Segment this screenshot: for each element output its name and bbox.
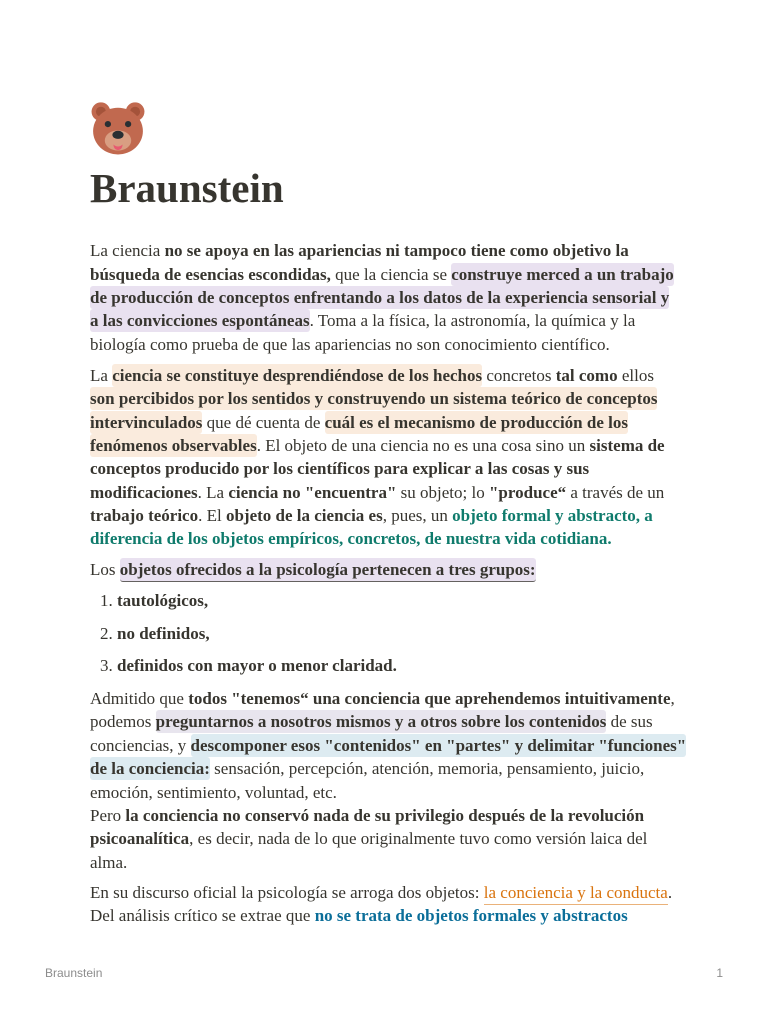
text-line [90, 411, 730, 434]
text-line [90, 457, 730, 480]
plain-text: Los [90, 560, 120, 580]
text-line [90, 263, 730, 286]
orange-underlined-text: la conciencia y la conducta [484, 883, 668, 905]
teal-text: diferencia de los objetos empíricos, concretos, de nuestra vida cotidiana. [90, 529, 612, 549]
plain-text: conciencias, y [90, 735, 191, 755]
footer-document-title: Braunstein [45, 966, 103, 980]
plain-text: ellos [617, 365, 654, 385]
list-item-text: no definidos, [117, 623, 210, 643]
paragraph-objetos-psicologia [90, 558, 730, 581]
text-line [90, 710, 730, 733]
orange-highlight-text: ciencia se constituye desprendiéndose de los hechos [112, 365, 483, 385]
text-line [90, 904, 730, 927]
purple-highlight-text: construye merced a un trabajo [451, 264, 674, 284]
text-line [90, 434, 730, 457]
plain-text: , [670, 689, 675, 709]
text-line [90, 804, 730, 827]
page-number: 1 [716, 966, 723, 980]
plain-text: . La [197, 482, 229, 502]
paragraph-conciencia [90, 687, 730, 874]
plain-text: , es decir, nada de lo que originalmente tuvo como versión laica del [189, 829, 648, 849]
orange-highlight-text: intervinculados [90, 412, 203, 432]
teal-text: objeto formal y abstracto, a [452, 506, 653, 526]
text-line [90, 558, 730, 581]
bold-text: modificaciones [90, 482, 198, 502]
plain-text: La [90, 365, 113, 385]
text-line [90, 333, 730, 356]
plain-text: sensación, percepción, atención, memoria, pensamiento, juicio, [209, 759, 645, 779]
bold-text: conceptos producido por los científicos para explicar a las cosas y sus [90, 459, 590, 479]
paragraph-discurso-oficial [90, 881, 730, 928]
text-line [90, 286, 730, 309]
list-item-text: definidos con mayor o menor claridad. [117, 655, 397, 675]
plain-text: su objeto; lo [396, 482, 489, 502]
bold-text: objeto de la ciencia es [225, 506, 383, 526]
text-line [90, 387, 730, 410]
gray-highlight-text: preguntarnos a nosotros mismos y a otros sobre los contenidos [155, 712, 607, 732]
plain-text: alma. [90, 852, 128, 872]
page-content [90, 100, 730, 928]
purple-highlight-underlined-text: objetos ofrecidos a la psicología pertenecen a tres grupos: [120, 558, 536, 582]
plain-text: emoción, sentimiento, voluntad, etc. [90, 782, 337, 802]
orange-highlight-text: fenómenos observables [90, 435, 257, 455]
plain-text: . Toma a la física, la astronomía, la química y la [309, 311, 636, 331]
text-line [90, 687, 730, 710]
plain-text: En su discurso oficial la psicología se arroga dos objetos: [90, 882, 484, 902]
plain-text: La ciencia [90, 241, 165, 261]
list-item [90, 617, 730, 649]
plain-text: de sus [606, 712, 653, 732]
bold-text: "produce“ [488, 482, 567, 502]
bold-text: ciencia no "encuentra" [228, 482, 397, 502]
plain-text: Del análisis crítico se extrae que [90, 906, 315, 926]
plain-text: podemos [90, 712, 156, 732]
text-line [90, 309, 730, 332]
plain-text: a través de un [566, 482, 665, 502]
bold-text: no se apoya en las apariencias ni tampoco tiene como objetivo la [164, 241, 629, 261]
orange-highlight-text: son percibidos por los sentidos y construyendo un sistema teórico de conceptos [90, 389, 658, 409]
list-number: 2. [100, 623, 113, 643]
list-number: 3. [100, 655, 113, 675]
plain-text: que la ciencia se [330, 264, 452, 284]
text-line [90, 734, 730, 757]
orange-highlight-text: cuál es el mecanismo de producción de los [324, 412, 628, 432]
plain-text: que dé cuenta de [202, 412, 325, 432]
bear-icon [90, 100, 146, 156]
list-number: 1. [100, 591, 113, 611]
bold-text: sistema de [589, 435, 665, 455]
plain-text: . El objeto de una ciencia no es una cosa sino un [256, 435, 590, 455]
text-line [90, 527, 730, 550]
text-line [90, 504, 730, 527]
page-title: Braunstein [90, 165, 284, 211]
plain-text: Admitido que [90, 689, 189, 709]
purple-highlight-text: a las convicciones espontáneas [90, 311, 310, 331]
plain-text: Pero [90, 805, 126, 825]
bold-text: todos "tenemos“ una conciencia que aprehendemos intuitivamente [188, 689, 671, 709]
bold-text: psicoanalítica [90, 829, 190, 849]
text-line [90, 757, 730, 780]
text-line [90, 851, 730, 874]
bold-text: la conciencia no conservó nada de su privilegio después de la revolución [125, 805, 645, 825]
page-footer [45, 966, 723, 980]
bold-text: búsqueda de esencias escondidas, [90, 264, 331, 284]
text-line [90, 881, 730, 904]
list-item [90, 649, 730, 681]
plain-text: , pues, un [382, 506, 453, 526]
list-item [90, 585, 730, 617]
text-line [90, 827, 730, 850]
paragraph-ciencia-apariencias [90, 239, 730, 356]
paragraph-ciencia-hechos [90, 364, 730, 551]
bold-text: tal como [555, 365, 618, 385]
list-item-text: tautológicos, [117, 591, 209, 611]
plain-text: concretos [482, 365, 556, 385]
text-line [90, 781, 730, 804]
blue-bold-text: no se trata de objetos formales y abstractos [314, 906, 628, 926]
text-line [90, 481, 730, 504]
plain-text: . [667, 882, 673, 902]
plain-text: biología como prueba de que las apariencias no son conocimiento científico. [90, 334, 610, 354]
purple-highlight-text: de producción de conceptos enfrentando a los datos de la experiencia sensorial y [90, 288, 670, 308]
numbered-list [90, 585, 730, 682]
blue-highlight-text: descomponer esos "contenidos" en "partes" y delimitar "funciones" [190, 735, 687, 755]
bold-text: trabajo teórico [90, 506, 199, 526]
text-line [90, 364, 730, 387]
blue-highlight-text: de la conciencia: [90, 759, 210, 779]
plain-text: . El [198, 506, 226, 526]
text-line [90, 239, 730, 262]
